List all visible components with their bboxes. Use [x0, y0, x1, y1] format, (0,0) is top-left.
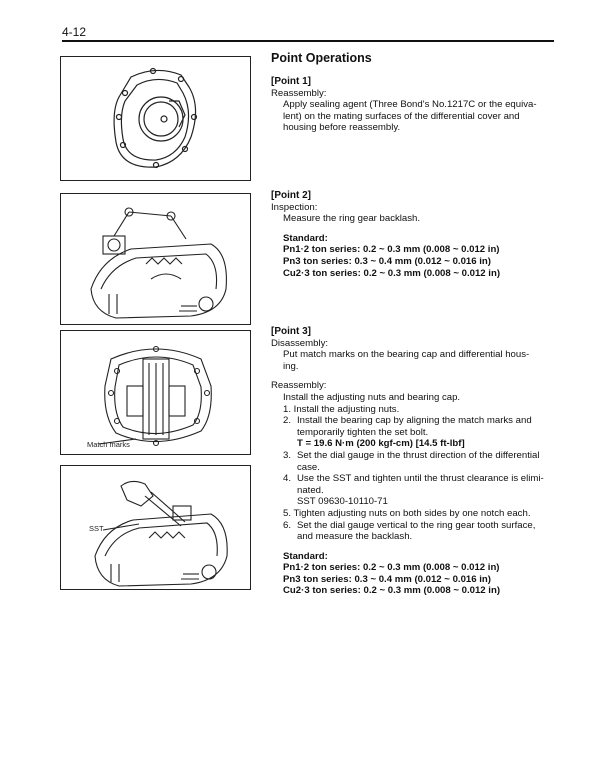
- step-line: and measure the backlash.: [297, 531, 413, 543]
- point-3-standard-label: Standard:: [283, 550, 328, 562]
- differential-cover-drawing: [61, 57, 251, 181]
- point-1: [271, 76, 555, 134]
- page-number: 4-12: [62, 25, 87, 39]
- point-2-standard: Cu2·3 ton series: 0.2 ~ 0.3 mm (0.008 ~ 0.012 in): [283, 267, 501, 279]
- figure-sst-tightening: [60, 465, 251, 590]
- point-3-step-6: [271, 520, 555, 543]
- step-line: case.: [297, 461, 320, 473]
- point-2-standard: Pn3 ton series: 0.3 ~ 0.4 mm (0.012 ~ 0.016 in): [283, 255, 491, 267]
- backlash-measurement-drawing: [61, 194, 251, 325]
- header-rule: [62, 40, 554, 42]
- point-3-dis-line: ing.: [283, 360, 299, 372]
- step-number: 2.: [283, 415, 292, 427]
- step-number: 6.: [283, 519, 292, 531]
- point-3-reassembly-label: Reassembly:: [271, 380, 327, 392]
- step-line: nated.: [297, 484, 324, 496]
- step-line: Install the bearing cap by aligning the match marks and: [297, 415, 532, 427]
- point-2-title: [Point 2]: [271, 190, 311, 201]
- point-1-line: lent) on the mating surfaces of the differential cover and: [283, 110, 520, 122]
- section-title-block: [271, 53, 555, 73]
- point-3-intro: Install the adjusting nuts and bearing cap.: [283, 391, 461, 403]
- point-1-line: Apply sealing agent (Three Bond's No.1217C or the equiva-: [283, 99, 537, 111]
- point-2-subhead: Inspection:: [271, 201, 318, 213]
- point-2-standard: Pn1·2 ton series: 0.2 ~ 0.3 mm (0.008 ~ 0.012 in): [283, 244, 500, 256]
- point-3-standard: Cu2·3 ton series: 0.2 ~ 0.3 mm (0.008 ~ 0.012 in): [283, 585, 501, 597]
- match-marks-label: Match marks: [87, 440, 130, 449]
- point-3: [271, 326, 555, 597]
- point-3-title: [Point 3]: [271, 326, 311, 337]
- point-3-step-3: [271, 450, 555, 473]
- point-2: [271, 190, 555, 279]
- point-1-title: [Point 1]: [271, 76, 311, 87]
- point-1-subhead: Reassembly:: [271, 87, 327, 99]
- figure-match-marks: [60, 330, 251, 455]
- point-3-step-5: 5. Tighten adjusting nuts on both sides by one notch each.: [283, 507, 531, 519]
- point-2-standard-label: Standard:: [283, 232, 328, 244]
- step-line: Use the SST and tighten until the thrust clearance is elimi-: [297, 473, 544, 485]
- step-line: temporarily tighten the set bolt.: [297, 426, 429, 438]
- point-3-standard: Pn3 ton series: 0.3 ~ 0.4 mm (0.012 ~ 0.016 in): [283, 573, 491, 585]
- sst-number: SST 09630-10110-71: [297, 496, 388, 508]
- figure-backlash-measurement: [60, 193, 251, 325]
- point-3-step-1: 1. Install the adjusting nuts.: [283, 403, 400, 415]
- step-line: Set the dial gauge vertical to the ring gear tooth surface,: [297, 519, 536, 531]
- section-title: Point Operations: [271, 51, 372, 65]
- point-3-dis-line: Put match marks on the bearing cap and differential hous-: [283, 349, 530, 361]
- step-number: 4.: [283, 473, 292, 485]
- point-1-line: housing before reassembly.: [283, 122, 401, 134]
- figure-differential-cover: [60, 56, 251, 181]
- point-3-standard: Pn1·2 ton series: 0.2 ~ 0.3 mm (0.008 ~ 0.012 in): [283, 562, 500, 574]
- step-number: 3.: [283, 449, 292, 461]
- point-2-text: Measure the ring gear backlash.: [283, 213, 421, 225]
- step-line: Set the dial gauge in the thrust direction of the differential: [297, 449, 540, 461]
- torque-spec: T = 19.6 N·m (200 kgf-cm) [14.5 ft-lbf]: [297, 438, 465, 450]
- point-3-step-2: [271, 415, 555, 450]
- match-marks-drawing: [61, 331, 251, 455]
- point-3-subhead: Disassembly:: [271, 337, 329, 349]
- point-3-step-4: [271, 473, 555, 508]
- sst-label: SST: [89, 524, 104, 533]
